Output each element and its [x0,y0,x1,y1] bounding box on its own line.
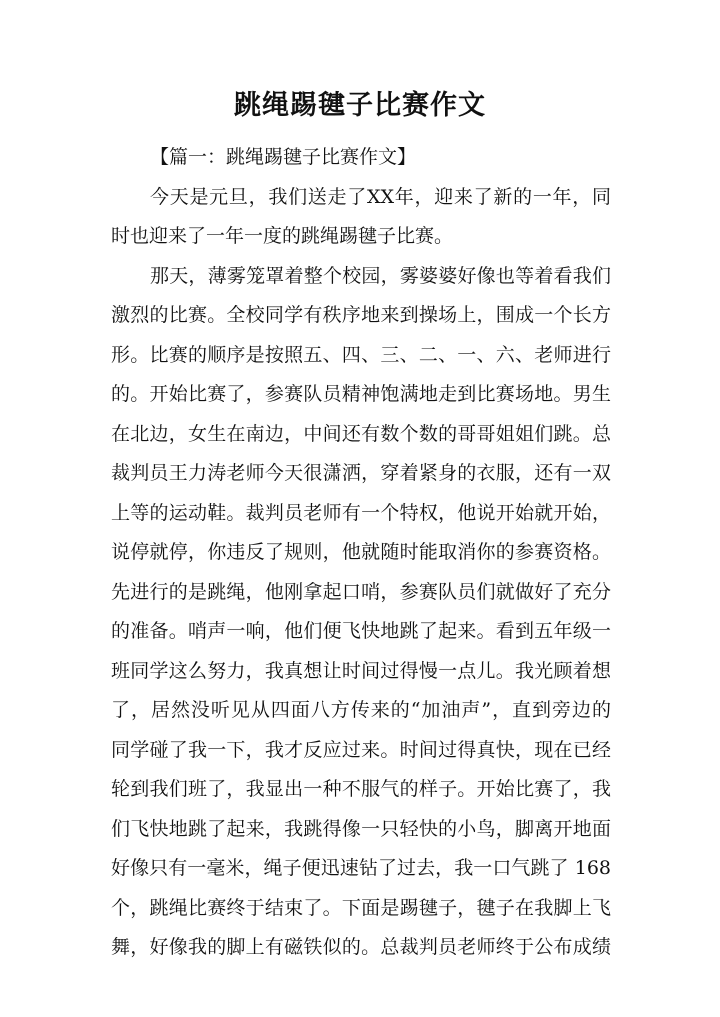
paragraph-line: 激烈的比赛。全校同学有秩序地来到操场上，围成一个长方 [111,304,611,326]
paragraph-line: 裁判员王力涛老师今天很潇洒，穿着紧身的衣服，还有一双 [111,462,611,484]
paragraph-line: 上等的运动鞋。裁判员老师有一个特权，他说开始就开始， [111,501,611,524]
paragraph-line: 那天，薄雾笼罩着整个校园，雾婆婆好像也等着看我们 [150,264,611,287]
paragraph-line: 的。开始比赛了，参赛队员精神饱满地走到比赛场地。男生 [111,383,611,405]
paragraph-line: 说停就停，你违反了规则，他就随时能取消你的参赛资格。 [111,541,611,563]
section-heading: 【篇一：跳绳踢毽子比赛作文】 [150,146,417,168]
paragraph-line: 在北边，女生在南边，中间还有数个数的哥哥姐姐们跳。总 [111,422,611,445]
paragraph-line: 舞，好像我的脚上有磁铁似的。总裁判员老师终于公布成绩 [111,936,611,958]
paragraph-line: 好像只有一毫米，绳子便迅速钻了过去，我一口气跳了 168 [111,857,611,879]
paragraph-line: 个，跳绳比赛终于结束了。下面是踢毽子，毽子在我脚上飞 [111,896,611,919]
paragraph-line: 们飞快地跳了起来，我跳得像一只轻快的小鸟，脚离开地面 [111,817,611,840]
paragraph-line: 了，居然没听见从四面八方传来的“加油声”，直到旁边的 [111,699,611,721]
paragraph-line: 同学碰了我一下，我才反应过来。时间过得真快，现在已经 [111,738,611,761]
document-title: 跳绳踢毽子比赛作文 [234,90,486,121]
paragraph-line: 班同学这么努力，我真想让时间过得慢一点儿。我光顾着想 [111,659,611,682]
paragraph-line: 时也迎来了一年一度的跳绳踢毽子比赛。 [111,225,454,247]
paragraph-line: 先进行的是跳绳，他刚拿起口哨，参赛队员们就做好了充分 [111,580,611,603]
paragraph-line: 轮到我们班了，我显出一种不服气的样子。开始比赛了，我 [111,778,611,800]
paragraph-line: 形。比赛的顺序是按照五、四、三、二、一、六、老师进行 [111,343,611,366]
paragraph-line: 今天是元旦，我们送走了XX年，迎来了新的一年，同 [150,185,611,208]
document-body [111,138,611,968]
paragraph-line: 的准备。哨声一响，他们便飞快地跳了起来。看到五年级一 [111,620,611,642]
